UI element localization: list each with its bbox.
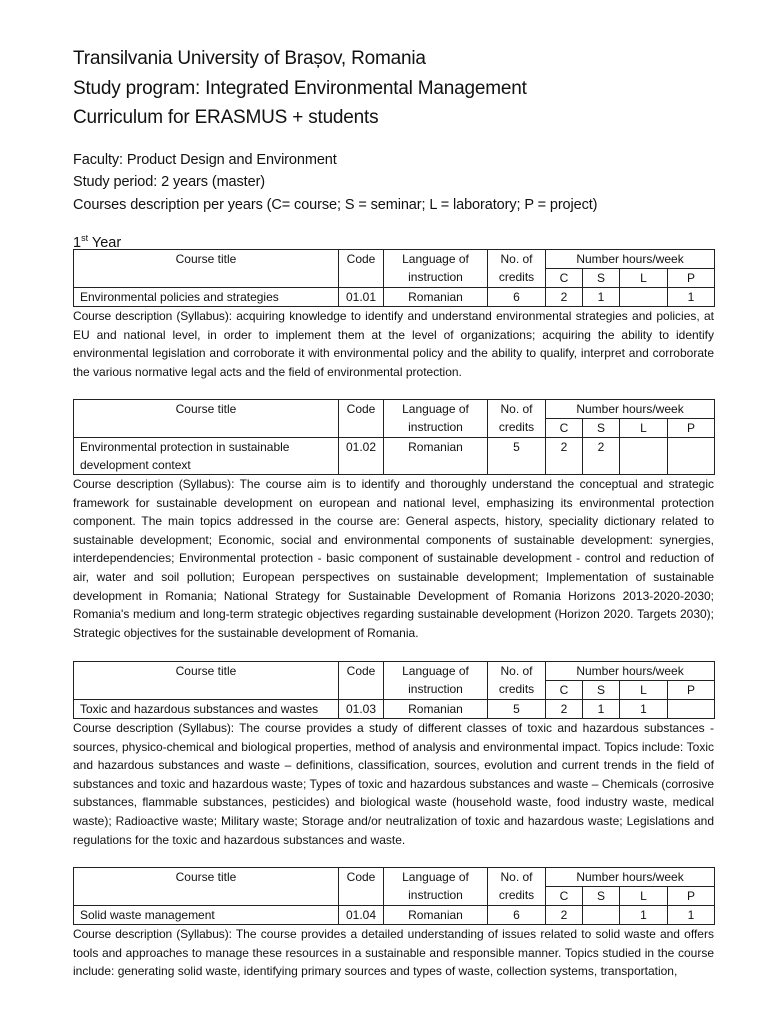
description-label: Course description (Syllabus): [73, 309, 229, 323]
hours-l-cell: 1: [620, 700, 668, 719]
curriculum-title: Curriculum for ERASMUS + students: [73, 107, 379, 128]
hours-p-cell: [668, 700, 715, 719]
table-row: [74, 288, 715, 307]
header-course-title: Course title: [74, 400, 339, 438]
header-credits: No. of credits: [488, 400, 546, 438]
hours-s-cell: 2: [583, 438, 620, 475]
header-code: Code: [339, 868, 384, 906]
course-language-cell: Romanian: [384, 438, 488, 475]
course-block: [73, 867, 714, 981]
header-credits: No. of credits: [488, 868, 546, 906]
course-credits-cell: 5: [488, 700, 546, 719]
header-l: L: [620, 269, 668, 288]
hours-c-cell: 2: [546, 438, 583, 475]
course-table: [73, 399, 715, 475]
header-code: Code: [339, 662, 384, 700]
header-s: S: [583, 681, 620, 700]
header-hours: Number hours/week: [546, 662, 715, 681]
description-label-colon: :: [228, 309, 232, 323]
header-course-title: Course title: [74, 662, 339, 700]
hours-l-cell: [620, 438, 668, 475]
course-code-cell: 01.02: [339, 438, 384, 475]
course-title-cell: Environmental policies and strategies: [74, 288, 339, 307]
course-table: [73, 249, 715, 307]
header-language: Language of instruction: [384, 662, 488, 700]
hours-c-cell: 2: [546, 700, 583, 719]
course-block: [73, 399, 714, 642]
course-language-cell: Romanian: [384, 906, 488, 925]
table-header-row: [74, 868, 715, 887]
course-credits-cell: 6: [488, 288, 546, 307]
course-table: [73, 661, 715, 719]
header-s: S: [583, 269, 620, 288]
year-label: Year: [91, 235, 122, 251]
header-c: C: [546, 419, 583, 438]
header-language: Language of instruction: [384, 868, 488, 906]
table-row: [74, 700, 715, 719]
description-label: Course description (Syllabus): [73, 927, 229, 941]
description-label-colon: :: [231, 477, 235, 491]
hours-p-cell: 1: [668, 288, 715, 307]
course-description: [73, 925, 714, 981]
course-language-cell: Romanian: [384, 700, 488, 719]
header-course-title: Course title: [74, 868, 339, 906]
hours-l-cell: [620, 288, 668, 307]
header-hours: Number hours/week: [546, 250, 715, 269]
description-text: The course aim is to identify and thoroughly understand the conceptual and strategic framework for sustainable development on european and national level, emphasizing its environmental protection component. The main topics addressed in the course are: General aspects, history, speciality dictionary related to sustainable development; Economic, social and environmental components of sustainable development: synergies, interdependencies; Environmental protection - basic component of sustainable development - control and reduction of air, water and soil pollution; European perspectives on sustainable development; Implementation of sustainable development in Romania; National Strategy for Sustainable Development of Romania Horizons 2013-2020-2030; Romania's medium and long-term strategic objectives regarding sustainable development (Horizon 2020. Targets 2030); Strategic objectives for the sustainable development of Romania.: [73, 477, 714, 640]
header-l: L: [620, 887, 668, 906]
program-title: Study program: Integrated Environmental Management: [73, 77, 527, 99]
course-language-cell: Romanian: [384, 288, 488, 307]
hours-p-cell: [668, 438, 715, 475]
description-text: The course provides a detailed understanding of issues related to solid waste and offers tools and approaches to manage these resources in a sustainable and responsible manner. Topics studied in the course include: generating solid waste, identifying primary sources and types of waste, collection systems, transportation,: [73, 927, 714, 979]
hours-l-cell: 1: [620, 906, 668, 925]
header-p: P: [668, 681, 715, 700]
year-suffix: st: [81, 233, 89, 243]
header-s: S: [583, 887, 620, 906]
header-hours: Number hours/week: [546, 400, 715, 419]
description-label-colon: :: [228, 927, 232, 941]
description-label: Course description (Syllabus): [73, 477, 232, 491]
table-header-row: [74, 250, 715, 269]
course-block: [73, 661, 714, 849]
header-credits: No. of credits: [488, 662, 546, 700]
table-row: [74, 906, 715, 925]
description-label-colon: :: [230, 721, 234, 735]
header-s: S: [583, 419, 620, 438]
course-code-cell: 01.03: [339, 700, 384, 719]
description-label: Course description (Syllabus): [73, 721, 231, 735]
year-number: 1: [73, 235, 82, 251]
header-language: Language of instruction: [384, 250, 488, 288]
header-c: C: [546, 681, 583, 700]
header-code: Code: [339, 250, 384, 288]
header-p: P: [668, 419, 715, 438]
hours-s-cell: 1: [583, 288, 620, 307]
faculty-line: Faculty: Product Design and Environment: [73, 151, 337, 168]
description-text: The course provides a study of different classes of toxic and hazardous substances - sources, physico-chemical and biological properties, method of analysis and environmental impact. Topics include: Toxic and hazardous substances and waste – definitions, classification, sources, evolution and current trends in the field of substances and toxic and hazardous waste; Types of toxic and hazardous substances and waste – Chemicals (corrosive substances, flammable substances, pesticides) and biological waste (household waste, food industry waste, medical waste); Radioactive waste; Military waste; Storage and/or neutralization of toxic and hazardous waste; Legislations and regulations for the toxic and hazardous substances and waste.: [73, 721, 714, 847]
header-l: L: [620, 419, 668, 438]
program-meta: [73, 149, 714, 217]
header-hours: Number hours/week: [546, 868, 715, 887]
course-description: [73, 475, 714, 642]
university-title: Transilvania University of Brașov, Romania: [73, 48, 426, 69]
course-block: [73, 249, 714, 381]
course-title-cell: Solid waste management: [74, 906, 339, 925]
table-row: [74, 438, 715, 475]
course-code-cell: 01.01: [339, 288, 384, 307]
header-c: C: [546, 269, 583, 288]
document-header: [73, 44, 714, 133]
course-code-cell: 01.04: [339, 906, 384, 925]
course-table: [73, 867, 715, 925]
course-credits-cell: 6: [488, 906, 546, 925]
table-header-row: [74, 400, 715, 419]
hours-c-cell: 2: [546, 906, 583, 925]
header-c: C: [546, 887, 583, 906]
header-p: P: [668, 269, 715, 288]
course-credits-cell: 5: [488, 438, 546, 475]
header-course-title: Course title: [74, 250, 339, 288]
course-description: [73, 719, 714, 849]
description-text: acquiring knowledge to identify and understand environmental strategies and policies, at EU and national level, in order to implement them at the level of organizations; acquiring the ability to identify environmental legislation and corroborate it with environmental policy and the ability to qualify, interpret and corroborate the various normative legal acts and the field of environmental protection.: [73, 309, 714, 379]
hours-s-cell: [583, 906, 620, 925]
header-credits: No. of credits: [488, 250, 546, 288]
hours-c-cell: 2: [546, 288, 583, 307]
course-title-cell: Toxic and hazardous substances and wastes: [74, 700, 339, 719]
header-code: Code: [339, 400, 384, 438]
header-language: Language of instruction: [384, 400, 488, 438]
document-page: [73, 44, 714, 253]
course-title-cell: Environmental protection in sustainable development context: [74, 438, 339, 475]
hours-s-cell: 1: [583, 700, 620, 719]
study-period-line: Study period: 2 years (master): [73, 174, 266, 190]
header-l: L: [620, 681, 668, 700]
course-description: [73, 307, 714, 381]
header-p: P: [668, 887, 715, 906]
hours-p-cell: 1: [668, 906, 715, 925]
courses-description-line: Courses description per years (C= course; S = seminar; L = laboratory; P = project): [73, 196, 598, 213]
table-header-row: [74, 662, 715, 681]
